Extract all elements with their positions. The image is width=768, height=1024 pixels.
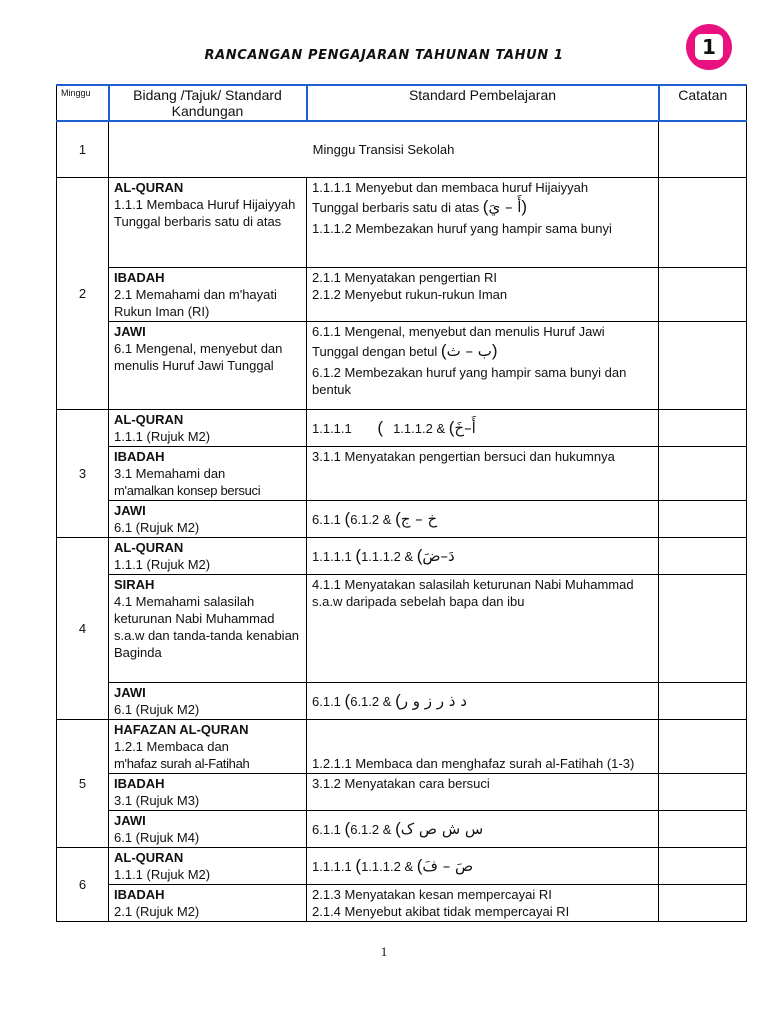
content-standard: 4.1 Memahami salasilah keturunan Nabi Muhammad s.a.w dan tanda-tanda kenabian Baginda [114,593,300,660]
catatan-cell [659,121,747,177]
catatan-cell [659,682,747,719]
table-row [57,682,747,719]
learning-standard-ref: & 6.1.2 [350,693,392,709]
catatan-cell [659,446,747,500]
document-title: RANCANGAN PENGAJARAN TAHUNAN TAHUN 1 [204,48,564,63]
learning-standard: 2.1.3 Menyatakan kesan mempercayai RI [312,886,552,902]
learning-standard-cell: 1.1.1.1 ( أَ–خَ) & 1.1.1.2 [307,409,659,446]
learning-standard: 1.1.1.2 Membezakan huruf yang hampir sama bunyi [312,220,612,236]
learning-standard: 2.1.4 Menyebut akibat tidak mempercayai RI [312,903,570,919]
week-number: 5 [57,719,109,847]
header-standard-pembelajaran: Standard Pembelajaran [307,85,659,121]
content-cell [109,574,307,682]
learning-standard: 6.1.2 Membezakan huruf yang hampir sama bunyi dan bentuk [312,364,627,397]
learning-standard-cell [307,574,659,682]
section-heading: IBADAH [114,886,165,902]
table-row [57,773,747,810]
learning-standard-cell: 1.1.1.1 Menyebut dan membaca huruf Hijaiyyah Tunggal berbaris satu di atas (أَ – يَ) 1.1.1.2 Membezakan huruf yang hampir sama bunyi [307,177,659,267]
catatan-cell [659,500,747,537]
section-heading: SIRAH [114,576,155,592]
learning-standard: 1.1.1.1 Menyebut dan membaca huruf Hijaiyyah [312,179,589,195]
content-standard: 1.2.1 Membaca dan [114,738,229,754]
table-row [57,719,747,773]
content-cell [109,719,307,773]
learning-standard-cell: 6.1.1 ( خ – ج) & 6.1.2 [307,500,659,537]
section-heading: JAWI [114,502,146,518]
header-minggu: Minggu [57,85,109,121]
transition-cell: Minggu Transisi Sekolah [109,121,659,177]
learning-standard-cell [307,267,659,321]
content-cell [109,446,307,500]
section-heading: JAWI [114,684,146,700]
learning-standard-ref: & 6.1.2 [350,821,392,837]
catatan-cell [659,574,747,682]
catatan-cell [659,810,747,847]
lesson-plan-table [56,84,747,922]
learning-standard-code: 6.1.1 [312,693,341,709]
learning-standard: 6.1.1 Mengenal, menyebut dan menulis Huruf Jawi [312,323,605,339]
learning-standard: 4.1.1 Menyatakan salasilah keturunan Nabi Muhammad s.a.w daripada sebelah bapa dan ibu [312,576,634,609]
catatan-cell [659,719,747,773]
content-standard: 6.1 (Rujuk M2) [114,519,200,535]
learning-standard-code: 1.1.1.1 [312,420,352,436]
learning-standard-code: 1.1.1.1 [312,548,352,564]
week-number: 4 [57,537,109,719]
learning-standard-ref: & 1.1.1.2 [361,858,414,874]
content-standard: 2.1 Memahami dan m'hayati Rukun Iman (RI) [114,286,277,319]
section-heading: IBADAH [114,269,165,285]
page-badge-number: 1 [695,34,723,60]
content-cell [109,773,307,810]
learning-standard-code: 6.1.1 [312,821,341,837]
learning-standard-cell [307,719,659,773]
table-row [57,409,747,446]
learning-standard-ref: & 1.1.1.2 [361,548,414,564]
content-standard: 3.1 (Rujuk M3) [114,792,200,808]
table-row [57,121,747,177]
section-heading: JAWI [114,323,146,339]
arabic-letters: دَ–ضَ [422,546,455,565]
catatan-cell [659,267,747,321]
content-standard: 1.1.1 (Rujuk M2) [114,428,211,444]
content-cell [109,177,307,267]
learning-standard-cell: 6.1.1 ( د ذ ر ز و ر) & 6.1.2 [307,682,659,719]
table-row [57,574,747,682]
table-row [57,321,747,409]
catatan-cell [659,847,747,884]
week-number: 3 [57,409,109,537]
table-header-row [57,85,747,121]
learning-standard: Tunggal dengan betul [312,343,438,359]
content-cell [109,500,307,537]
learning-standard: Tunggal berbaris satu di atas [312,199,480,215]
table-row [57,884,747,921]
learning-standard-cell [307,773,659,810]
content-standard: m'hafaz surah al-Fatihah [114,755,250,771]
section-heading: AL-QURAN [114,849,184,865]
catatan-cell [659,321,747,409]
header-catatan: Catatan [659,85,747,121]
learning-standard-ref: & 6.1.2 [350,511,392,527]
content-cell [109,537,307,574]
page-badge [686,24,732,70]
section-heading: JAWI [114,812,146,828]
content-cell [109,409,307,446]
learning-standard: 1.2.1.1 Membaca dan menghafaz surah al-Fatihah (1-3) [312,755,635,771]
learning-standard-cell: 6.1.1 Mengenal, menyebut dan menulis Huruf Jawi Tunggal dengan betul (ب – ث) 6.1.2 Membezakan huruf yang hampir sama bunyi dan bentuk [307,321,659,409]
arabic-letters: صَ – فَ [422,856,474,875]
learning-standard-cell [307,884,659,921]
arabic-letters: أَ–خَ [454,418,476,437]
page-number: 1 [380,944,388,959]
content-standard: 1.1.1 (Rujuk M2) [114,866,211,882]
arabic-letters: ب – ث [446,341,492,360]
learning-standard-cell: 6.1.1 ( س ش ص ک) & 6.1.2 [307,810,659,847]
content-cell [109,884,307,921]
catatan-cell [659,537,747,574]
table-row [57,446,747,500]
content-cell [109,267,307,321]
catatan-cell [659,409,747,446]
content-standard: 6.1 (Rujuk M2) [114,701,200,717]
learning-standard: 3.1.2 Menyatakan cara bersuci [312,775,490,791]
content-cell [109,810,307,847]
catatan-cell [659,177,747,267]
content-standard: 1.1.1 Membaca Huruf Hijaiyyah Tunggal berbaris satu di atas [114,196,296,229]
learning-standard-cell: 1.1.1.1 ( دَ–ضَ) & 1.1.1.2 [307,537,659,574]
arabic-letters: أَ – يَ [488,197,522,216]
content-standard: 2.1 (Rujuk M2) [114,903,200,919]
catatan-cell [659,884,747,921]
table-row [57,177,747,267]
learning-standard-code: 6.1.1 [312,511,341,527]
learning-standard: 2.1.1 Menyatakan pengertian RI [312,269,498,285]
section-heading: HAFAZAN AL-QURAN [114,721,249,737]
section-heading: AL-QURAN [114,411,184,427]
arabic-letters: س ش ص ک [400,819,484,838]
content-standard: 3.1 Memahami dan [114,465,226,481]
arabic-letters: د ذ ر ز و ر [400,691,467,710]
section-heading: AL-QURAN [114,179,184,195]
table-row [57,500,747,537]
arabic-letters: خ – ج [400,509,438,528]
learning-standard-cell [307,446,659,500]
learning-standard: 2.1.2 Menyebut rukun-rukun Iman [312,286,508,302]
learning-standard-cell: 1.1.1.1 ( صَ – فَ) & 1.1.1.2 [307,847,659,884]
content-cell [109,847,307,884]
catatan-cell [659,773,747,810]
learning-standard-code: 1.1.1.1 [312,858,352,874]
table-row [57,537,747,574]
week-number: 2 [57,177,109,409]
learning-standard-ref: & 1.1.1.2 [393,420,446,436]
week-number: 1 [57,121,109,177]
content-standard: 6.1 Mengenal, menyebut dan menulis Huruf Jawi Tunggal [114,340,283,373]
content-standard: 6.1 (Rujuk M4) [114,829,200,845]
table-row [57,810,747,847]
section-heading: AL-QURAN [114,539,184,555]
learning-standard: 3.1.1 Menyatakan pengertian bersuci dan hukumnya [312,448,615,464]
week-number: 6 [57,847,109,921]
section-heading: IBADAH [114,448,165,464]
content-standard: m'amalkan konsep bersuci [114,482,261,498]
content-cell [109,682,307,719]
section-heading: IBADAH [114,775,165,791]
content-standard: 1.1.1 (Rujuk M2) [114,556,211,572]
content-cell [109,321,307,409]
header-bidang: Bidang /Tajuk/ Standard Kandungan [109,85,307,121]
table-row [57,267,747,321]
table-row [57,847,747,884]
